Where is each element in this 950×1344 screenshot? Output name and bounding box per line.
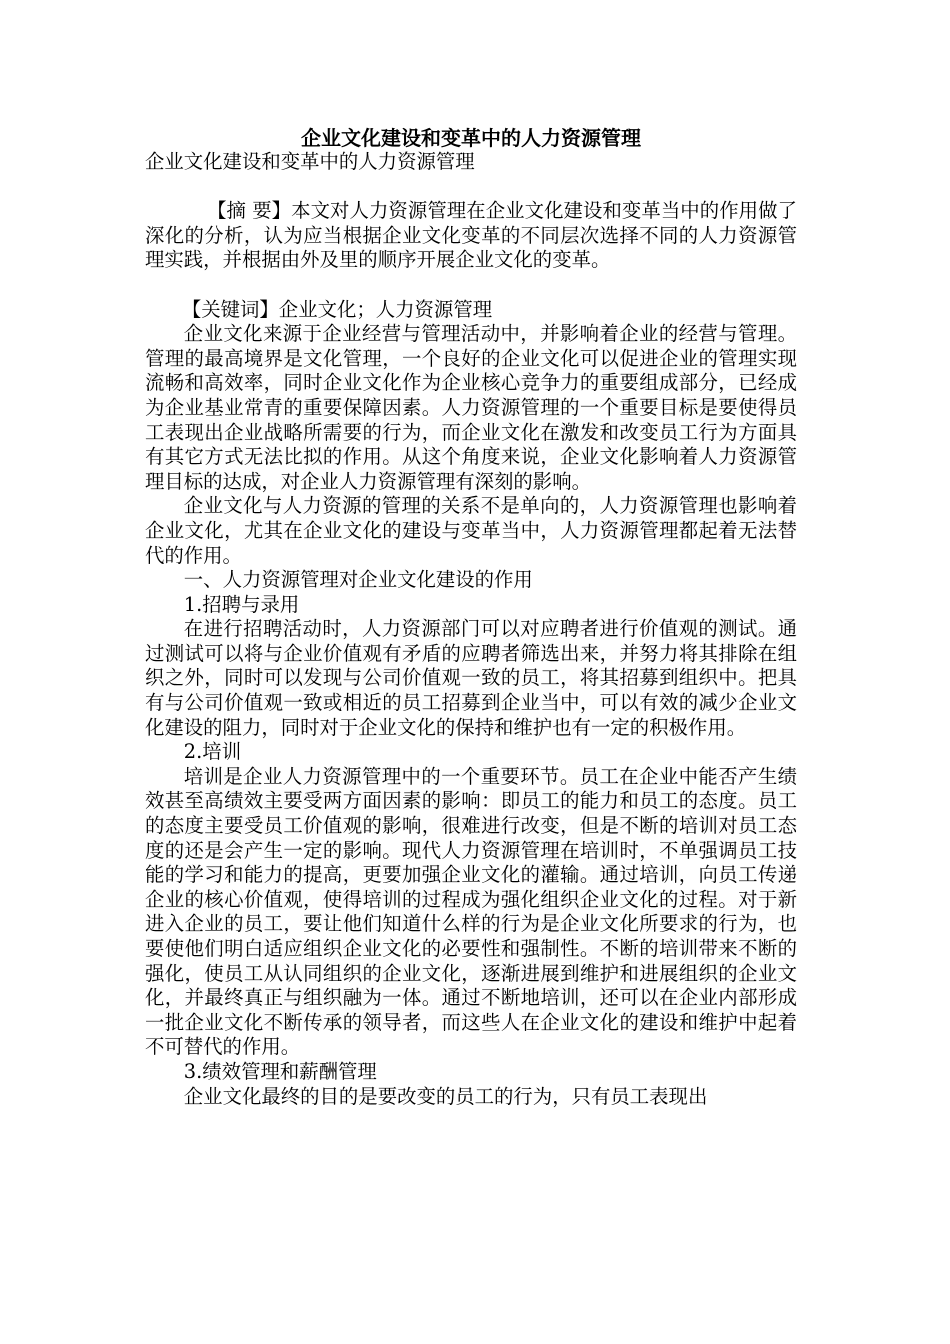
abstract-paragraph: 【摘 要】本文对人力资源管理在企业文化建设和变革当中的作用做了深化的分析，认为应当根据企业文化变革的不同层次选择不同的人力资源管理实践，并根据由外及里的顺序开展企业文化的变革。 [145, 199, 797, 272]
spacer [145, 273, 797, 298]
body-paragraph: 在进行招聘活动时，人力资源部门可以对应聘者进行价值观的测试。通过测试可以将与企业价值观有矛盾的应聘者筛选出来，并努力将其排除在组织之外，同时可以发现与公司价值观一致的员工，将其招募到组织中。把具有与公司价值观一致或相近的员工招募到企业当中，可以有效的减少企业文化建设的阻力，同时对于企业文化的保持和维护也有一定的积极作用。 [145, 617, 797, 739]
body-paragraph: 企业文化来源于企业经营与管理活动中，并影响着企业的经营与管理。管理的最高境界是文化管理，一个良好的企业文化可以促进企业的管理实现流畅和高效率，同时企业文化作为企业核心竞争力的重要组成部分，已经成为企业基业常青的重要保障因素。人力资源管理的一个重要目标是要使得员工表现出企业战略所需要的行为，而企业文化在激发和改变员工行为方面具有其它方式无法比拟的作用。从这个角度来说，企业文化影响着人力资源管理目标的达成，对企业人力资源管理有深刻的影响。 [145, 322, 797, 493]
subsection-heading: 2.培训 [183, 740, 242, 764]
spacer [145, 175, 797, 200]
keywords-line: 【关键词】企业文化；人力资源管理 [181, 297, 493, 321]
body-paragraph: 企业文化与人力资源的管理的关系不是单向的，人力资源管理也影响着企业文化，尤其在企业文化的建设与变革当中，人力资源管理都起着无法替代的作用。 [145, 494, 797, 567]
document-subtitle: 企业文化建设和变革中的人力资源管理 [145, 150, 475, 173]
document-page [145, 126, 797, 1109]
subsection-heading: 1.招聘与录用 [183, 592, 300, 616]
section-heading: 一、人力资源管理对企业文化建设的作用 [183, 568, 533, 592]
document-title: 企业文化建设和变革中的人力资源管理 [301, 126, 641, 150]
subsection-heading: 3.绩效管理和薪酬管理 [183, 1059, 377, 1083]
body-paragraph: 企业文化最终的目的是要改变的员工的行为，只有员工表现出 [183, 1084, 708, 1108]
body-paragraph: 培训是企业人力资源管理中的一个重要环节。员工在企业中能否产生绩效甚至高绩效主要受两方面因素的影响：即员工的能力和员工的态度。员工的态度主要受员工价值观的影响，很难进行改变，但是不断的培训对员工态度的还是会产生一定的影响。现代人力资源管理在培训时，不单强调员工技能的学习和能力的提高，更要加强企业文化的灌输。通过培训，向员工传递企业的核心价值观，使得培训的过程成为强化组织企业文化的过程。对于新进入企业的员工，要让他们知道什么样的行为是企业文化所要求的行为，也要使他们明白适应组织企业文化的必要性和强制性。不断的培训带来不断的强化，使员工从认同组织的企业文化，逐渐进展到维护和进展组织的企业文化，并最终真正与组织融为一体。通过不断地培训，还可以在企业内部形成一批企业文化不断传承的领导者，而这些人在企业文化的建设和维护中起着不可替代的作用。 [145, 764, 797, 1059]
